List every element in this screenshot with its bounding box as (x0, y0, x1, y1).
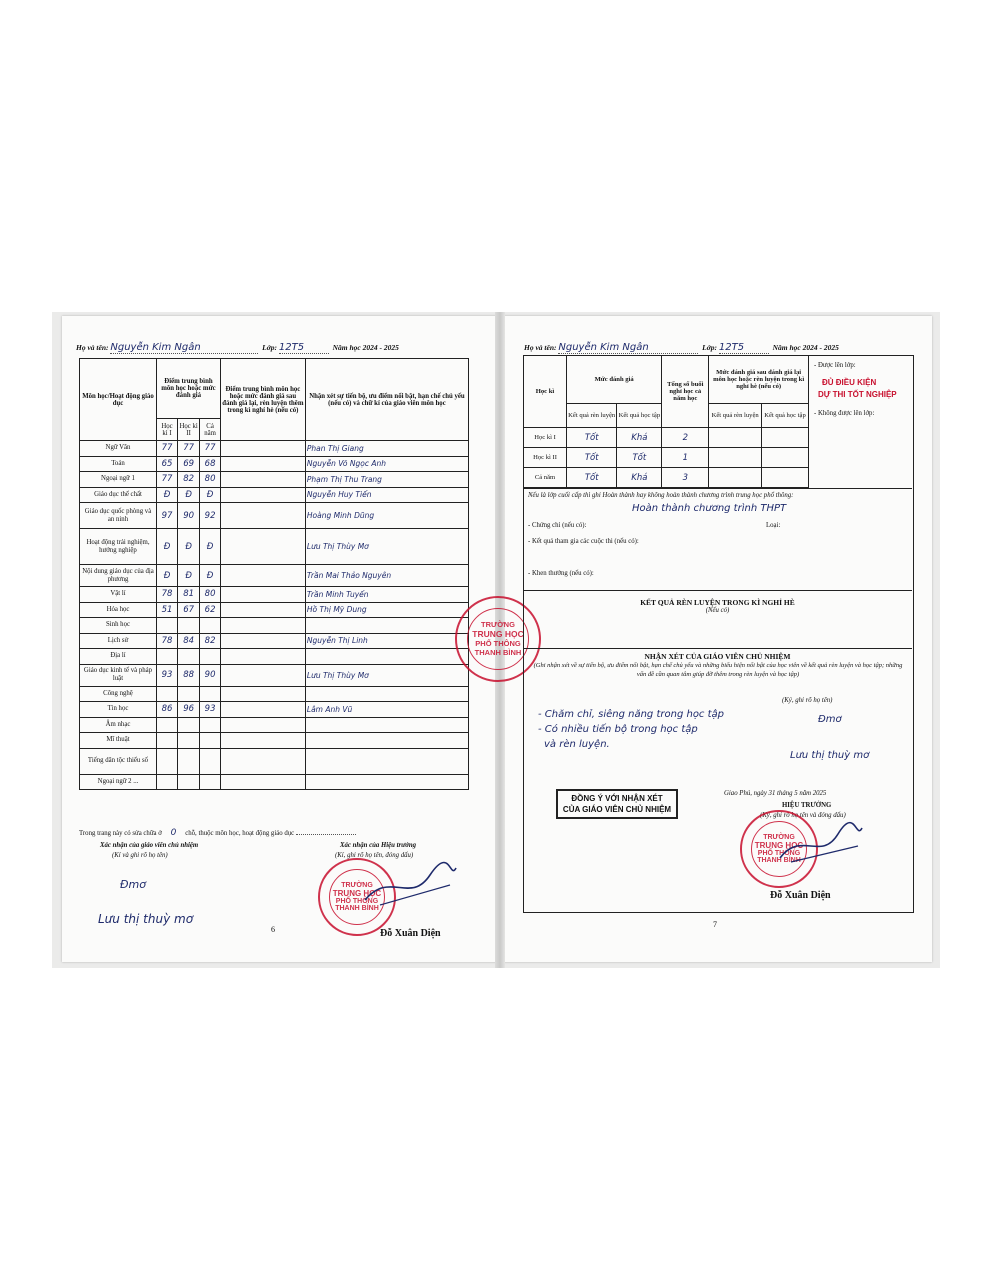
teacher-signature-cell: Nguyễn Thị Linh (305, 633, 468, 649)
hk2-cell: 69 (178, 456, 200, 472)
teacher-signature-cell (305, 748, 468, 774)
year-cell: 77 (200, 441, 221, 457)
teacher-signature-cell: Trần Minh Tuyến (305, 587, 468, 603)
subject-cell: Ngoại ngữ 1 (80, 472, 157, 488)
promote-label: - Được lên lớp: (814, 362, 856, 369)
principal-confirm-subtitle: (Kí, ghi rõ họ tên, đóng dấu) (335, 852, 414, 859)
table-row (80, 702, 469, 718)
sign-hint: (Ký, ghi rõ họ tên) (782, 697, 833, 704)
principal-title-right: HIỆU TRƯỞNG (782, 802, 832, 809)
hk2-cell (178, 686, 200, 702)
summary-row (524, 468, 809, 488)
term-cell: Học kì I (524, 428, 567, 448)
award-label: - Khen thưởng (nếu có): (528, 570, 594, 577)
hk2-cell: 90 (178, 503, 200, 529)
summary-row (524, 428, 809, 448)
gvcn-signature: Đmơ (120, 878, 146, 891)
retest-cell (220, 717, 305, 733)
year-cell (200, 649, 221, 665)
subject-cell: Âm nhạc (80, 717, 157, 733)
not-promote-label: - Không được lên lớp: (814, 410, 875, 417)
gvcn-name: Lưu thị thuỳ mơ (98, 912, 194, 926)
retest-cell (220, 529, 305, 565)
table-row (80, 649, 469, 665)
retest-conduct-cell (709, 428, 762, 448)
conduct-cell: Tốt (567, 448, 617, 468)
table-row (80, 472, 469, 488)
subject-cell: Ngữ Văn (80, 441, 157, 457)
retest-cell (220, 503, 305, 529)
principal-name-left: Đỗ Xuân Diện (380, 928, 441, 939)
teacher-signature-cell (305, 618, 468, 634)
gvcn-subtitle: (Kí và ghi rõ họ tên) (112, 852, 168, 859)
teacher-signature-cell: Hoàng Minh Dũng (305, 503, 468, 529)
year-cell: 92 (200, 503, 221, 529)
hk2-cell (178, 774, 200, 790)
term-cell: Học kì II (524, 448, 567, 468)
teacher-signature-cell: Phạm Thị Thu Trang (305, 472, 468, 488)
name-label-right: Họ và tên: (524, 343, 557, 352)
year-cell (200, 774, 221, 790)
teacher-signature-cell: Nguyễn Huy Tiến (305, 487, 468, 503)
seal-center-line-3: PHỔ THÔNG (475, 639, 521, 649)
hk1-cell: 65 (157, 456, 178, 472)
year-cell: Đ (200, 565, 221, 587)
retest-cell (220, 664, 305, 686)
class-label: Lớp: (262, 343, 277, 352)
promote-value-2: DỰ THI TỐT NGHIỆP (818, 390, 897, 399)
retest-cell (220, 472, 305, 488)
teacher-signature-cell (305, 774, 468, 790)
seal-line-4: THANH BÌNH (335, 905, 379, 912)
table-row (80, 602, 469, 618)
summer-title: KẾT QUẢ RÈN LUYỆN TRONG KÌ NGHỈ HÈ (640, 598, 795, 607)
year-cell (200, 748, 221, 774)
conduct-cell: Tốt (567, 428, 617, 448)
table-row (80, 686, 469, 702)
subject-cell: Giáo dục quốc phòng và an ninh (80, 503, 157, 529)
retest-cell (220, 565, 305, 587)
hk1-cell (157, 733, 178, 749)
table-row (80, 441, 469, 457)
seal-line-1: TRƯỜNG (341, 882, 373, 889)
hk1-cell: 77 (157, 441, 178, 457)
study-cell: Tốt (617, 448, 662, 468)
rule-2 (523, 590, 912, 591)
seal-right-line-2: TRUNG HỌC (754, 841, 804, 850)
table-row (80, 748, 469, 774)
subject-cell: Hóa học (80, 602, 157, 618)
retest-conduct-cell (709, 448, 762, 468)
sub-retest-study-header: Kết quả học tập (762, 404, 809, 428)
principal-name-right: Đỗ Xuân Diện (770, 890, 831, 901)
teacher-name: Lưu thị thuỳ mơ (790, 750, 870, 761)
hk1-cell (157, 686, 178, 702)
hk2-cell: 84 (178, 633, 200, 649)
teacher-signature-cell (305, 649, 468, 665)
sub-hk1-header: Học kì I (157, 419, 178, 441)
teacher-signature: Đmơ (818, 714, 842, 725)
hk2-cell: Đ (178, 487, 200, 503)
subject-cell: Giáo dục kinh tế và pháp luật (80, 664, 157, 686)
retest-cell (220, 649, 305, 665)
table-row (80, 717, 469, 733)
hk2-cell: 77 (178, 441, 200, 457)
school-year-right: Năm học 2024 - 2025 (772, 343, 839, 352)
teacher-signature-cell (305, 733, 468, 749)
correction-count: 0 (170, 828, 177, 838)
subject-cell: Địa lí (80, 649, 157, 665)
hk2-cell (178, 733, 200, 749)
table-row (80, 503, 469, 529)
correction-note (79, 828, 356, 838)
subject-cell: Nội dung giáo dục của địa phương (80, 565, 157, 587)
hk2-cell (178, 649, 200, 665)
retest-cell (220, 633, 305, 649)
class-value: 12T5 (279, 342, 329, 354)
hk1-cell: Đ (157, 565, 178, 587)
seal-right-line-3: PHỔ THÔNG (757, 850, 801, 857)
absent-cell: 3 (662, 468, 709, 488)
rule-1 (523, 488, 912, 489)
subject-cell: Giáo dục thể chất (80, 487, 157, 503)
col-comment-header: Nhận xét sự tiến bộ, ưu điểm nổi bật, hạn chế chủ yếu (nếu có) và chữ kí của giáo viên môn học (305, 359, 468, 441)
comment-line-2: - Có nhiều tiến bộ trong học tập (538, 724, 698, 735)
subject-cell: Ngoại ngữ 2 ... (80, 774, 157, 790)
hk1-cell: 77 (157, 472, 178, 488)
sub-conduct-header: Kết quả rèn luyện (567, 404, 617, 428)
comment-line-1: - Chăm chỉ, siêng năng trong học tập (538, 709, 725, 720)
principal-confirm-title: Xác nhận của Hiệu trưởng (340, 842, 417, 849)
left-header (76, 342, 399, 354)
subject-cell: Hoạt động trải nghiệm, hướng nghiệp (80, 529, 157, 565)
sub-study-header: Kết quả học tập (617, 404, 662, 428)
teacher-signature-cell: Lưu Thị Thùy Mơ (305, 529, 468, 565)
hk2-cell (178, 748, 200, 774)
class-value-right: 12T5 (719, 342, 769, 354)
teacher-signature-cell: Hồ Thị Mỹ Dung (305, 602, 468, 618)
col-average-header: Điểm trung bình môn học hoặc mức đánh giá (157, 359, 221, 419)
hk1-cell: 51 (157, 602, 178, 618)
col-retest-header: Điểm trung bình môn học hoặc mức đánh giá sau đánh giá lại, rèn luyện thêm trong kì nghỉ hè (nếu có) (220, 359, 305, 441)
year-cell (200, 686, 221, 702)
hk2-cell: 82 (178, 472, 200, 488)
table-row (80, 456, 469, 472)
retest-cell (220, 702, 305, 718)
hk1-cell: 78 (157, 587, 178, 603)
homeroom-title: NHẬN XÉT CỦA GIÁO VIÊN CHỦ NHIỆM (644, 652, 791, 661)
hk1-cell (157, 774, 178, 790)
cert-type-label: Loại: (766, 522, 781, 529)
hk1-cell (157, 717, 178, 733)
table-row (80, 618, 469, 634)
seal-center-line-1: TRƯỜNG (481, 620, 515, 630)
year-cell: 80 (200, 472, 221, 488)
col-absent-header: Tổng số buổi nghỉ học cả năm học (662, 356, 709, 428)
col-level-header: Mức đánh giá (567, 356, 662, 404)
summary-table (523, 355, 809, 488)
seal-line-3: PHỔ THÔNG (335, 898, 379, 905)
correction-note-b: chỗ, thuộc môn học, hoạt động giáo dục (185, 830, 295, 837)
name-label: Họ và tên: (76, 343, 109, 352)
year-cell (200, 618, 221, 634)
study-cell: Khá (617, 428, 662, 448)
comment-line-3: và rèn luyện. (544, 739, 610, 750)
teacher-signature-cell: Lâm Anh Vũ (305, 702, 468, 718)
hk1-cell: Đ (157, 529, 178, 565)
promote-value-1: ĐỦ ĐIỀU KIỆN (822, 378, 877, 387)
retest-cell (220, 774, 305, 790)
retest-study-cell (762, 468, 809, 488)
hk1-cell: 93 (157, 664, 178, 686)
final-year-value: Hoàn thành chương trình THPT (632, 503, 787, 514)
retest-cell (220, 748, 305, 774)
seal-right-line-4: THANH BÌNH (757, 857, 801, 864)
principal-sub-right: (Ký, ghi rõ họ tên và đóng dấu) (760, 812, 846, 819)
year-cell: 82 (200, 633, 221, 649)
year-cell: 68 (200, 456, 221, 472)
class-label-right: Lớp: (702, 343, 717, 352)
hk2-cell: Đ (178, 529, 200, 565)
hk2-cell: 96 (178, 702, 200, 718)
conduct-cell: Tốt (567, 468, 617, 488)
principal-signature-left (360, 860, 460, 910)
teacher-signature-cell: Trần Mai Thảo Nguyên (305, 565, 468, 587)
contest-label: - Kết quả tham gia các cuộc thi (nếu có): (528, 538, 639, 545)
subject-cell: Công nghệ (80, 686, 157, 702)
hk2-cell (178, 618, 200, 634)
table-row (80, 664, 469, 686)
summer-sub: (Nếu có) (705, 607, 730, 614)
student-name: Nguyễn Kim Ngân (110, 342, 258, 354)
year-cell: 90 (200, 664, 221, 686)
retest-cell (220, 618, 305, 634)
retest-cell (220, 456, 305, 472)
retest-cell (220, 441, 305, 457)
sub-retest-conduct-header: Kết quả rèn luyện (709, 404, 762, 428)
student-name-right: Nguyễn Kim Ngân (558, 342, 698, 354)
year-cell: Đ (200, 487, 221, 503)
cert-label: - Chứng chỉ (nếu có): (528, 522, 587, 529)
hk1-cell (157, 748, 178, 774)
hk2-cell: 67 (178, 602, 200, 618)
retest-cell (220, 587, 305, 603)
subject-cell: Tin học (80, 702, 157, 718)
subject-cell: Mĩ thuật (80, 733, 157, 749)
retest-cell (220, 487, 305, 503)
summary-row (524, 448, 809, 468)
teacher-signature-cell: Phan Thị Giang (305, 441, 468, 457)
date-line: Giao Phú, ngày 31 tháng 5 năm 2025 (724, 790, 827, 797)
absent-cell: 2 (662, 428, 709, 448)
table-row (80, 587, 469, 603)
teacher-signature-cell (305, 717, 468, 733)
table-row (80, 633, 469, 649)
retest-cell (220, 733, 305, 749)
teacher-signature-cell (305, 686, 468, 702)
sub-hk2-header: Học kì II (178, 419, 200, 441)
seal-line-2: TRUNG HỌC (332, 889, 382, 898)
hk2-cell: 81 (178, 587, 200, 603)
final-year-note: Nếu là lớp cuối cấp thì ghi Hoàn thành hay không hoàn thành chương trình trung học phổ thông: (528, 492, 794, 499)
subject-cell: Sinh học (80, 618, 157, 634)
sub-year-header: Cả năm (200, 419, 221, 441)
hk1-cell: 86 (157, 702, 178, 718)
year-cell: Đ (200, 529, 221, 565)
hk2-cell (178, 717, 200, 733)
subject-cell: Toán (80, 456, 157, 472)
hk1-cell (157, 618, 178, 634)
school-year: Năm học 2024 - 2025 (332, 343, 399, 352)
year-cell (200, 733, 221, 749)
retest-cell (220, 686, 305, 702)
table-row (80, 487, 469, 503)
seal-right-line-1: TRƯỜNG (763, 834, 795, 841)
grade-table (79, 358, 469, 790)
rule-3 (523, 648, 912, 649)
page-number-6: 6 (271, 925, 275, 934)
seal-center-line-2: TRUNG HỌC (472, 629, 524, 640)
agree-line-1: ĐỒNG Ý VỚI NHẬN XÉT (571, 794, 663, 803)
homeroom-note: (Ghi nhận xét về sự tiến bộ, ưu điểm nổi bật, hạn chế chủ yếu và những biểu hiện nổi bật của học viên về kết quả rèn luyện và học tập; những vấn đề cần quan tâm giúp đỡ thêm trong rèn luyện và học tập) (533, 662, 903, 678)
col-retest-header-right: Mức đánh giá sau đánh giá lại môn học hoặc rèn luyện trong kì nghỉ hè (nếu có) (709, 356, 809, 404)
col-term-header: Học kì (524, 356, 567, 428)
teacher-signature-cell: Lưu Thị Thùy Mơ (305, 664, 468, 686)
col-subject-header: Môn học/Hoạt động giáo dục (80, 359, 157, 441)
promote-divider (808, 355, 809, 489)
subject-cell: Lịch sử (80, 633, 157, 649)
table-row (80, 733, 469, 749)
correction-dots (296, 834, 356, 835)
retest-cell (220, 602, 305, 618)
agree-line-2: CỦA GIÁO VIÊN CHỦ NHIỆM (562, 805, 672, 814)
hk1-cell: 78 (157, 633, 178, 649)
year-cell: 62 (200, 602, 221, 618)
retest-study-cell (762, 448, 809, 468)
gvcn-title: Xác nhận của giáo viên chủ nhiệm (100, 842, 199, 849)
table-row (80, 774, 469, 790)
page-number-7: 7 (713, 920, 717, 929)
retest-study-cell (762, 428, 809, 448)
hk1-cell: Đ (157, 487, 178, 503)
table-row (80, 529, 469, 565)
year-cell: 93 (200, 702, 221, 718)
hk2-cell: 88 (178, 664, 200, 686)
agree-stamp (556, 789, 678, 819)
study-cell: Khá (617, 468, 662, 488)
retest-conduct-cell (709, 468, 762, 488)
right-header (524, 342, 839, 354)
table-row (80, 565, 469, 587)
correction-note-a: Trong trang này có sửa chữa ở (79, 830, 162, 837)
hk1-cell (157, 649, 178, 665)
absent-cell: 1 (662, 448, 709, 468)
seal-center-line-4: THANH BÌNH (474, 648, 522, 658)
year-cell: 80 (200, 587, 221, 603)
subject-cell: Vật lí (80, 587, 157, 603)
term-cell: Cả năm (524, 468, 567, 488)
subject-cell: Tiếng dân tộc thiểu số (80, 748, 157, 774)
principal-signature-right (776, 818, 866, 868)
hk2-cell: Đ (178, 565, 200, 587)
year-cell (200, 717, 221, 733)
teacher-signature-cell: Nguyễn Võ Ngọc Anh (305, 456, 468, 472)
hk1-cell: 97 (157, 503, 178, 529)
